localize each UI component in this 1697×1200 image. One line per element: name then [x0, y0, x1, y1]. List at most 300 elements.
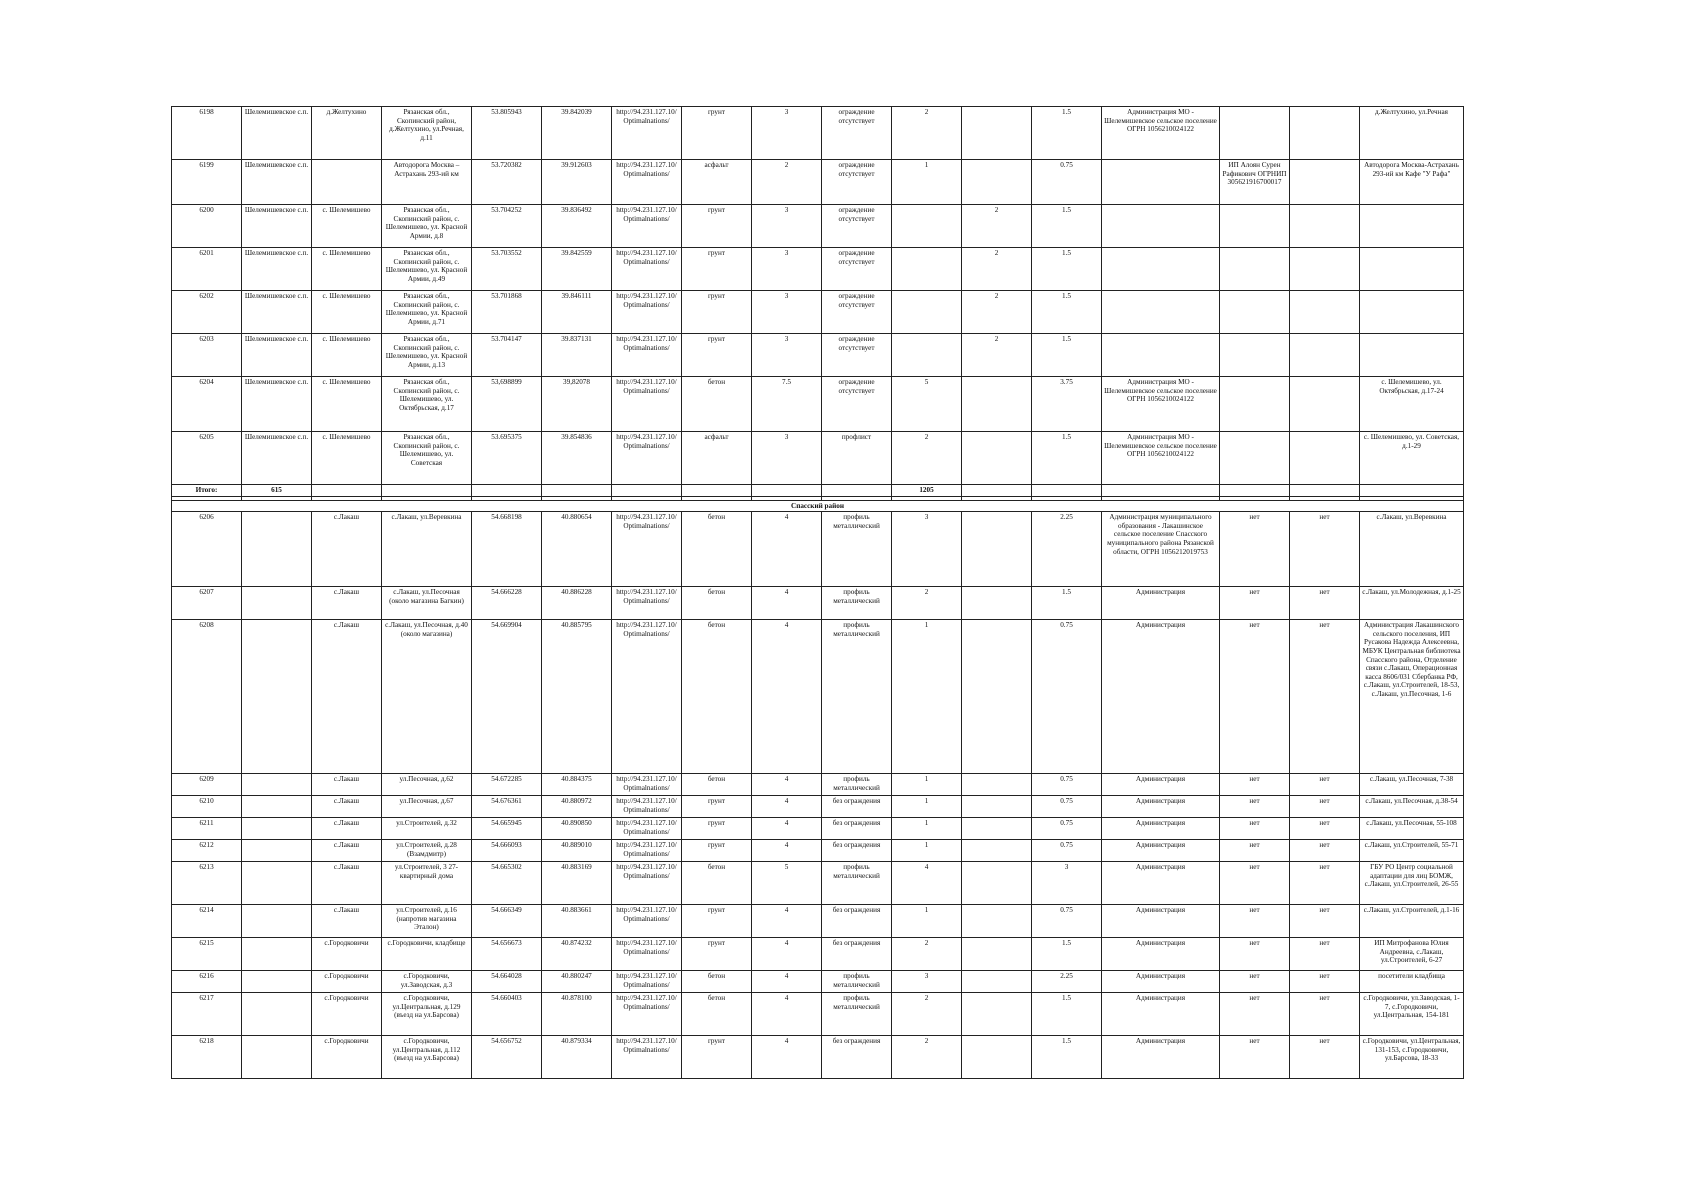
table-row — [172, 107, 1464, 160]
table-cell: 40.880247 — [542, 971, 612, 993]
table-cell: нет — [1220, 512, 1290, 587]
table-cell: ул.Строителей, д.32 — [382, 818, 472, 840]
table-cell: с.Лакаш — [312, 512, 382, 587]
table-cell: 0.75 — [1032, 905, 1102, 938]
table-cell: нет — [1290, 971, 1360, 993]
table-cell: с.Городковичи — [312, 971, 382, 993]
table-cell: 40.889010 — [542, 840, 612, 862]
table-cell: бетон — [682, 971, 752, 993]
table-cell: без ограждения — [822, 905, 892, 938]
table-cell: 3 — [752, 248, 822, 291]
table-row — [172, 862, 1464, 905]
table-cell: 53.704147 — [472, 334, 542, 377]
table-cell: 2 — [892, 1036, 962, 1079]
table-cell: нет — [1220, 971, 1290, 993]
table-cell: ул.Строителей, 3 27-квартирный дома — [382, 862, 472, 905]
section-header-row — [172, 500, 1464, 512]
table-cell: нет — [1290, 840, 1360, 862]
table-cell — [472, 485, 542, 497]
table-cell: бетон — [682, 862, 752, 905]
table-cell: ограждение отсутствует — [822, 377, 892, 432]
table-row — [172, 248, 1464, 291]
table-cell — [1290, 291, 1360, 334]
table-cell: 3 — [1032, 862, 1102, 905]
table-cell — [962, 1036, 1032, 1079]
table-cell: Шелемишевское с.п. — [242, 107, 312, 160]
table-cell: Администрация — [1102, 587, 1220, 620]
table-cell: 6217 — [172, 993, 242, 1036]
table-cell: нет — [1290, 620, 1360, 774]
table-cell — [752, 485, 822, 497]
table-cell: с. Шелемишево — [312, 205, 382, 248]
table-cell: с.Лакаш, ул.Молодежная, д.1-25 — [1360, 587, 1464, 620]
table-cell: 53.805943 — [472, 107, 542, 160]
table-cell: 6205 — [172, 432, 242, 485]
table-cell: 2 — [962, 205, 1032, 248]
table-cell: 2 — [752, 160, 822, 205]
table-cell — [1220, 248, 1290, 291]
table-cell: с.Лакаш, ул.Песочная, д.40 (около магазина) — [382, 620, 472, 774]
table-cell: профиль металлический — [822, 993, 892, 1036]
table-cell: с.Городковичи, ул.Заводская, д.3 — [382, 971, 472, 993]
table-cell: асфальт — [682, 160, 752, 205]
table-cell: 4 — [752, 620, 822, 774]
table-cell: Рязанская обл., Скопинский район, с. Шелемишево, ул. Красной Армии, д.13 — [382, 334, 472, 377]
table-cell: 6202 — [172, 291, 242, 334]
table-cell: бетон — [682, 993, 752, 1036]
table-cell: с.Городковичи, кладбище — [382, 938, 472, 971]
table-cell — [1360, 291, 1464, 334]
table-cell: Администрация МО - Шелемишевское сельское поселение ОГРН 1056210024122 — [1102, 377, 1220, 432]
table-cell — [1102, 205, 1220, 248]
table-cell: бетон — [682, 774, 752, 796]
table-cell: асфальт — [682, 432, 752, 485]
table-cell — [542, 485, 612, 497]
table-cell: http://94.231.127.10/Optimalnations/ — [612, 840, 682, 862]
table-cell — [962, 905, 1032, 938]
table-cell: 3.75 — [1032, 377, 1102, 432]
table-cell: 6203 — [172, 334, 242, 377]
table-cell: нет — [1290, 862, 1360, 905]
table-cell — [962, 160, 1032, 205]
table-cell: 54.665945 — [472, 818, 542, 840]
table-row — [172, 818, 1464, 840]
table-cell — [242, 971, 312, 993]
table-cell: грунт — [682, 840, 752, 862]
table-row — [172, 160, 1464, 205]
table-cell: http://94.231.127.10/Optimalnations/ — [612, 512, 682, 587]
table-cell: 6212 — [172, 840, 242, 862]
table-cell: ограждение отсутствует — [822, 160, 892, 205]
table-cell — [962, 938, 1032, 971]
table-cell: 54.665302 — [472, 862, 542, 905]
table-cell: ГБУ РО Центр социальной адаптации для лиц БОМЖ, с.Лакаш, ул.Строителей, 26-55 — [1360, 862, 1464, 905]
table-cell: с.Лакаш, ул.Песочная, 55-108 — [1360, 818, 1464, 840]
table-cell — [1290, 377, 1360, 432]
table-cell — [962, 840, 1032, 862]
table-cell — [1102, 291, 1220, 334]
table-cell: посетители кладбища — [1360, 971, 1464, 993]
table-cell: 6206 — [172, 512, 242, 587]
table-cell: 1.5 — [1032, 334, 1102, 377]
table-cell: 2 — [892, 938, 962, 971]
table-cell: Администрация — [1102, 971, 1220, 993]
table-row — [172, 1036, 1464, 1079]
table-cell: ограждение отсутствует — [822, 248, 892, 291]
table-cell: 1.5 — [1032, 938, 1102, 971]
table-cell: Рязанская обл., Скопинский район, с. Шелемишево, ул. Красной Армии, д.8 — [382, 205, 472, 248]
table-cell: с.Городковичи — [312, 1036, 382, 1079]
total-count: 615 — [242, 485, 312, 497]
table-cell — [1220, 334, 1290, 377]
table-cell: 0.75 — [1032, 620, 1102, 774]
table-cell: с.Лакаш, ул.Песочная, 7-38 — [1360, 774, 1464, 796]
table-cell: нет — [1220, 587, 1290, 620]
table-cell — [1220, 107, 1290, 160]
table-row — [172, 971, 1464, 993]
table-cell — [1290, 160, 1360, 205]
table-cell: 53.720382 — [472, 160, 542, 205]
table-cell: 40.884375 — [542, 774, 612, 796]
table-cell — [962, 993, 1032, 1036]
table-cell: 39,82078 — [542, 377, 612, 432]
table-cell: 5 — [892, 377, 962, 432]
table-row — [172, 993, 1464, 1036]
table-cell — [242, 774, 312, 796]
table-cell: с. Шелемишево, ул. Советская, д.1-29 — [1360, 432, 1464, 485]
table-cell: Рязанская обл., Скопинский район, с. Шелемишево, ул. Советская — [382, 432, 472, 485]
table-cell: 1 — [892, 818, 962, 840]
table-cell: с.Лакаш, ул.Песочная (около магазина Багкин) — [382, 587, 472, 620]
table-cell: http://94.231.127.10/Optimalnations/ — [612, 587, 682, 620]
table-cell: Администрация — [1102, 993, 1220, 1036]
table-cell: 4 — [752, 796, 822, 818]
table-cell: нет — [1220, 796, 1290, 818]
table-cell: с.Лакаш — [312, 840, 382, 862]
table-cell: 54.676361 — [472, 796, 542, 818]
table-cell — [1290, 205, 1360, 248]
table-cell: Шелемишевское с.п. — [242, 377, 312, 432]
table-cell: 1.5 — [1032, 1036, 1102, 1079]
table-row — [172, 774, 1464, 796]
table-row — [172, 620, 1464, 774]
table-cell: 39.842559 — [542, 248, 612, 291]
table-cell: Администрация — [1102, 840, 1220, 862]
table-cell: 3 — [892, 512, 962, 587]
table-cell: с.Лакаш, ул.Строителей, 55-71 — [1360, 840, 1464, 862]
table-cell: 2 — [962, 291, 1032, 334]
table-cell: 3 — [892, 971, 962, 993]
table-cell — [1360, 334, 1464, 377]
table-cell: http://94.231.127.10/Optimalnations/ — [612, 432, 682, 485]
table-cell: д.Желтухино, ул.Речная — [1360, 107, 1464, 160]
table-cell: грунт — [682, 905, 752, 938]
table-cell: без ограждения — [822, 840, 892, 862]
table-cell — [242, 587, 312, 620]
table-cell: с.Лакаш, ул.Песочная, д.38-54 — [1360, 796, 1464, 818]
table-cell: 6211 — [172, 818, 242, 840]
table-cell: 6204 — [172, 377, 242, 432]
table-cell: 53.695375 — [472, 432, 542, 485]
table-cell: Администрация — [1102, 938, 1220, 971]
table-cell: грунт — [682, 291, 752, 334]
table-cell: нет — [1290, 796, 1360, 818]
table-cell: 4 — [752, 993, 822, 1036]
table-row — [172, 796, 1464, 818]
table-cell: ограждение отсутствует — [822, 291, 892, 334]
table-cell: 40.890850 — [542, 818, 612, 840]
table-cell: нет — [1220, 818, 1290, 840]
total-sum: 1205 — [892, 485, 962, 497]
table-cell: нет — [1220, 840, 1290, 862]
table-cell: грунт — [682, 334, 752, 377]
table-cell: 40.886228 — [542, 587, 612, 620]
table-cell: 39.846111 — [542, 291, 612, 334]
table-cell: нет — [1290, 905, 1360, 938]
table-cell — [1102, 334, 1220, 377]
table-cell: нет — [1220, 774, 1290, 796]
table-cell — [1220, 485, 1290, 497]
table-cell — [962, 971, 1032, 993]
table-cell: нет — [1290, 512, 1360, 587]
table-cell: Администрация — [1102, 818, 1220, 840]
table-cell: 0.75 — [1032, 818, 1102, 840]
table-cell: с.Лакаш — [312, 818, 382, 840]
total-label: Итого: — [172, 485, 242, 497]
table-cell: 6198 — [172, 107, 242, 160]
table-cell: 4 — [752, 1036, 822, 1079]
table-cell: 54.672285 — [472, 774, 542, 796]
table-cell: 3 — [752, 107, 822, 160]
table-cell: с.Городковичи — [312, 993, 382, 1036]
table-cell: 1 — [892, 840, 962, 862]
table-cell: 53.703552 — [472, 248, 542, 291]
table-cell — [242, 938, 312, 971]
table-cell: бетон — [682, 512, 752, 587]
table-cell: с.Городковичи, ул.Центральная, д.112 (въезд на ул.Барсова) — [382, 1036, 472, 1079]
table-cell: 40.880654 — [542, 512, 612, 587]
table-cell — [962, 774, 1032, 796]
table-cell: Рязанская обл., Скопинский район, с. Шелемишево, ул. Красной Армии, д.71 — [382, 291, 472, 334]
table-cell: без ограждения — [822, 1036, 892, 1079]
table-cell — [1290, 485, 1360, 497]
table-cell — [1220, 432, 1290, 485]
table-cell — [1102, 485, 1220, 497]
table-cell — [1360, 248, 1464, 291]
table-cell: 54.668198 — [472, 512, 542, 587]
table-cell: Администрация — [1102, 796, 1220, 818]
table-cell: 1 — [892, 620, 962, 774]
table-cell: профиль металлический — [822, 774, 892, 796]
table-cell: с. Шелемишево — [312, 291, 382, 334]
table-cell: с.Лакаш, ул.Веревкина — [1360, 512, 1464, 587]
table-cell: с.Лакаш — [312, 620, 382, 774]
table-cell — [1290, 334, 1360, 377]
table-cell: 3 — [752, 205, 822, 248]
table-cell: http://94.231.127.10/Optimalnations/ — [612, 971, 682, 993]
table-cell: 1.5 — [1032, 248, 1102, 291]
table-cell: 6207 — [172, 587, 242, 620]
table-cell: с.Лакаш, ул.Строителей, д.1-16 — [1360, 905, 1464, 938]
table-cell: бетон — [682, 620, 752, 774]
table-cell: с.Городковичи, ул.Центральная, 131-153, с.Городковичи, ул.Барсова, 18-33 — [1360, 1036, 1464, 1079]
table-cell: 6215 — [172, 938, 242, 971]
table-cell: http://94.231.127.10/Optimalnations/ — [612, 993, 682, 1036]
table-cell: http://94.231.127.10/Optimalnations/ — [612, 107, 682, 160]
table-cell: Шелемишевское с.п. — [242, 291, 312, 334]
table-cell: 1.5 — [1032, 107, 1102, 160]
table-cell — [962, 432, 1032, 485]
table-cell: ул.Песочная, д.67 — [382, 796, 472, 818]
table-cell: с.Городковичи — [312, 938, 382, 971]
table-cell: с.Лакаш — [312, 796, 382, 818]
table-cell: 4 — [752, 774, 822, 796]
table-cell: 1.5 — [1032, 587, 1102, 620]
table-cell: 40.883661 — [542, 905, 612, 938]
table-cell: 4 — [892, 862, 962, 905]
table-cell: 39.837131 — [542, 334, 612, 377]
table-cell: 4 — [752, 938, 822, 971]
table-cell: с.Лакаш — [312, 862, 382, 905]
table-cell: 6218 — [172, 1036, 242, 1079]
table-cell: с. Шелемишево — [312, 377, 382, 432]
table-cell: с.Лакаш — [312, 774, 382, 796]
table-cell — [962, 796, 1032, 818]
table-cell: нет — [1290, 587, 1360, 620]
table-cell: Администрация — [1102, 620, 1220, 774]
table-cell: 6214 — [172, 905, 242, 938]
table-cell — [1360, 485, 1464, 497]
table-cell: грунт — [682, 1036, 752, 1079]
table-cell: Шелемишевское с.п. — [242, 432, 312, 485]
table-cell: 54.666349 — [472, 905, 542, 938]
table-cell: 54.666093 — [472, 840, 542, 862]
table-cell: http://94.231.127.10/Optimalnations/ — [612, 377, 682, 432]
table-row — [172, 587, 1464, 620]
table-cell: 54.656752 — [472, 1036, 542, 1079]
table-cell: нет — [1290, 993, 1360, 1036]
table-cell: Шелемишевское с.п. — [242, 160, 312, 205]
table-cell — [962, 620, 1032, 774]
table-cell — [242, 1036, 312, 1079]
table-cell: 1.5 — [1032, 205, 1102, 248]
table-cell: 2 — [892, 107, 962, 160]
table-cell: с.Лакаш, ул.Веревкина — [382, 512, 472, 587]
table-cell: http://94.231.127.10/Optimalnations/ — [612, 796, 682, 818]
table-cell: Администрация Лакашинского сельского поселения, ИП Русакова Надежда Алексеевна, МБУК Центральная библиотека Спасского района, Отделение связи с.Лакаш, Операционная касса 8606/031 Сбербанка РФ, с.Лакаш, ул.Строителей, 18-53, с.Лакаш, ул.Песочная, 1-6 — [1360, 620, 1464, 774]
table-cell: грунт — [682, 818, 752, 840]
table-cell: 40.874232 — [542, 938, 612, 971]
table-cell: без ограждения — [822, 938, 892, 971]
table-cell: 54.660403 — [472, 993, 542, 1036]
table-cell: 4 — [752, 840, 822, 862]
table-cell — [962, 818, 1032, 840]
table-cell — [1220, 205, 1290, 248]
table-cell — [1360, 205, 1464, 248]
table-cell: нет — [1220, 862, 1290, 905]
table-cell: 2 — [892, 587, 962, 620]
table-cell: 54.656673 — [472, 938, 542, 971]
table-cell: нет — [1290, 818, 1360, 840]
table-cell — [892, 205, 962, 248]
table-cell — [682, 485, 752, 497]
table-cell: Администрация МО - Шелемишевское сельское поселение ОГРН 1056210024122 — [1102, 107, 1220, 160]
table-cell: с.Городковичи, ул.Центральная, д.129 (въезд на ул.Барсова) — [382, 993, 472, 1036]
table-cell: 6199 — [172, 160, 242, 205]
table-cell: с.Лакаш — [312, 905, 382, 938]
table-cell — [312, 160, 382, 205]
table-cell: http://94.231.127.10/Optimalnations/ — [612, 774, 682, 796]
table-cell — [1032, 485, 1102, 497]
table-cell — [242, 905, 312, 938]
table-cell: Автодорога Москва-Астрахань 293-ий км Кафе "У Рафа" — [1360, 160, 1464, 205]
table-cell — [242, 862, 312, 905]
table-cell: 54.669904 — [472, 620, 542, 774]
table-row — [172, 938, 1464, 971]
table-cell: бетон — [682, 377, 752, 432]
table-cell — [612, 485, 682, 497]
table-cell: 39.842039 — [542, 107, 612, 160]
table-row — [172, 512, 1464, 587]
table-body — [172, 107, 1464, 1079]
table-cell: Администрация — [1102, 774, 1220, 796]
table-cell: ограждение отсутствует — [822, 107, 892, 160]
section-title: Спасский район — [172, 500, 1464, 512]
table-cell — [892, 291, 962, 334]
table-row — [172, 291, 1464, 334]
table-cell — [962, 485, 1032, 497]
table-cell: грунт — [682, 938, 752, 971]
table-cell: 1 — [892, 160, 962, 205]
table-cell: профиль металлический — [822, 587, 892, 620]
table-cell: 40.880972 — [542, 796, 612, 818]
table-cell — [382, 485, 472, 497]
table-cell: 54.664028 — [472, 971, 542, 993]
table-cell: http://94.231.127.10/Optimalnations/ — [612, 818, 682, 840]
table-cell: 3 — [752, 334, 822, 377]
table-cell: ограждение отсутствует — [822, 334, 892, 377]
table-cell: 4 — [752, 512, 822, 587]
table-cell: грунт — [682, 248, 752, 291]
table-cell: Администрация муниципального образования - Лакашинское сельское поселение Спасского муниципального района Рязанской области, ОГРН 1056212019753 — [1102, 512, 1220, 587]
table-cell — [892, 248, 962, 291]
table-cell: грунт — [682, 205, 752, 248]
table-cell — [822, 485, 892, 497]
table-cell: http://94.231.127.10/Optimalnations/ — [612, 248, 682, 291]
waste-sites-table — [171, 106, 1464, 1079]
table-cell: без ограждения — [822, 818, 892, 840]
table-cell: 3 — [752, 432, 822, 485]
total-row — [172, 485, 1464, 497]
table-cell: ул.Песочная, д.62 — [382, 774, 472, 796]
table-cell — [962, 862, 1032, 905]
table-cell: Шелемишевское с.п. — [242, 248, 312, 291]
table-cell — [1290, 107, 1360, 160]
table-cell: 6200 — [172, 205, 242, 248]
table-cell: профиль металлический — [822, 971, 892, 993]
table-cell: 1.5 — [1032, 993, 1102, 1036]
table-cell: http://94.231.127.10/Optimalnations/ — [612, 334, 682, 377]
table-cell: Шелемишевское с.п. — [242, 205, 312, 248]
table-cell: 2.25 — [1032, 512, 1102, 587]
table-cell: 1.5 — [1032, 432, 1102, 485]
table-cell: http://94.231.127.10/Optimalnations/ — [612, 862, 682, 905]
table-cell: 3 — [752, 291, 822, 334]
table-cell: профлист — [822, 432, 892, 485]
table-cell — [1102, 248, 1220, 291]
table-cell: 40.878100 — [542, 993, 612, 1036]
table-cell: нет — [1290, 938, 1360, 971]
